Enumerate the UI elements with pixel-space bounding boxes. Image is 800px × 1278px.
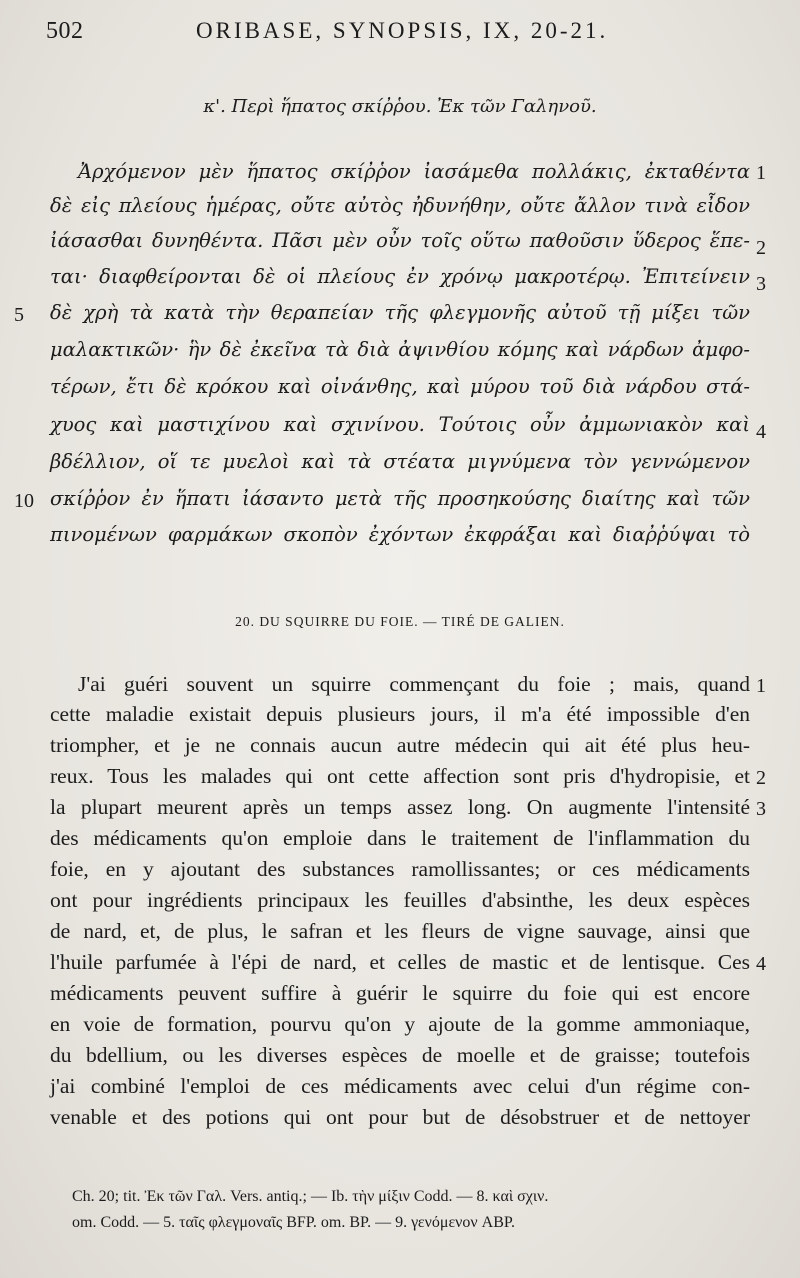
section-number: 3	[756, 273, 766, 295]
french-line: des médicaments qu'on emploie dans le traitement de l'inflammation du	[50, 826, 750, 850]
french-line: du bdellium, ou les diverses espèces de moelle et de graisse; toutefois	[50, 1043, 750, 1067]
french-chapter-heading: 20. DU SQUIRRE DU FOIE. — TIRÉ DE GALIEN.	[235, 614, 565, 629]
line-number: 10	[14, 490, 34, 512]
running-title: ORIBASE, SYNOPSIS, IX, 20-21.	[196, 18, 609, 43]
french-line: triompher, et je ne connais aucun autre médecin qui ait été plus heu-	[50, 733, 750, 757]
page-number: 502	[46, 18, 84, 44]
page-header	[46, 18, 760, 50]
french-line: de nard, et, de plus, le safran et les fleurs de vigne sauvage, ainsi que	[50, 919, 750, 943]
greek-line: Ἀρχόμενον μὲν ἥπατος σκίῤῥον ἰασάμεθα πολλάκις, ἐκταθέντα	[78, 160, 750, 183]
french-line: venable et des potions qui ont pour but de désobstruer et de nettoyer	[50, 1105, 750, 1129]
french-line: cette maladie existait depuis plusieurs jours, il m'a été impossible d'en	[50, 702, 750, 726]
french-line: la plupart meurent après un temps assez long. On augmente l'intensité	[50, 795, 750, 819]
greek-line: μαλακτικῶν· ἣν δὲ ἐκεῖνα τὰ διὰ ἀψινθίου κόμης καὶ νάρδων ἀμφο-	[50, 338, 750, 361]
french-line: ont pour ingrédients principaux les feuilles d'absinthe, les deux espèces	[50, 888, 750, 912]
greek-chapter-heading: κ'. Περὶ ἥπατος σκίῤῥου. Ἐκ τῶν Γαληνοῦ.	[203, 96, 597, 117]
section-number: 4	[756, 953, 766, 975]
greek-line: πινομένων φαρμάκων σκοπὸν ἐχόντων ἐκφράξαι καὶ διαῤῥύψαι τὸ	[50, 523, 750, 546]
apparatus-note: om. Codd. — 5. ταῖς φλεγμοναῖς BFP. om. BP. — 9. γενόμενον ABP.	[72, 1214, 515, 1231]
greek-line: ται· διαφθείρονται δὲ οἱ πλείους ἐν χρόνῳ μακροτέρῳ. Ἐπιτείνειν	[50, 265, 750, 288]
section-number: 3	[756, 798, 766, 820]
french-line: reux. Tous les malades qui ont cette affection sont pris d'hydropisie, et	[50, 764, 750, 788]
greek-line: δὲ εἰς πλείους ἡμέρας, οὔτε αὐτὸς ἠδυνήθην, οὔτε ἄλλον τινὰ εἶδον	[50, 194, 750, 217]
greek-line: ἰάσασθαι δυνηθέντα. Πᾶσι μὲν οὖν τοῖς οὕτω παθοῦσιν ὕδερος ἕπε-	[50, 229, 750, 252]
french-line: en voie de formation, pourvu qu'on y ajoute de la gomme ammoniaque,	[50, 1012, 750, 1036]
french-line: foie, en y ajoutant des substances ramollissantes; or ces médicaments	[50, 857, 750, 881]
french-line: J'ai guéri souvent un squirre commençant du foie ; mais, quand	[78, 672, 750, 696]
apparatus-note: Ch. 20; tit. Ἐκ τῶν Γαλ. Vers. antiq.; — Ib. τὴν μίξιν Codd. — 8. καὶ σχιν.	[72, 1188, 549, 1205]
french-line: j'ai combiné l'emploi de ces médicaments avec celui d'un régime con-	[50, 1074, 750, 1098]
greek-line: τέρων, ἔτι δὲ κρόκου καὶ οἰνάνθης, καὶ μύρου τοῦ διὰ νάρδου στά-	[50, 375, 750, 398]
section-number: 2	[756, 237, 766, 259]
section-number: 1	[756, 675, 766, 697]
section-number: 2	[756, 767, 766, 789]
french-line: l'huile parfumée à l'épi de nard, et celles de mastic et de lentisque. Ces	[50, 950, 750, 974]
french-line: médicaments peuvent suffire à guérir le squirre du foie qui est encore	[50, 981, 750, 1005]
greek-line: δὲ χρὴ τὰ κατὰ τὴν θεραπείαν τῆς φλεγμονῆς αὐτοῦ τῇ μίξει τῶν	[50, 301, 750, 324]
greek-line: σκίῤῥον ἐν ἥπατι ἰάσαντο μετὰ τῆς προσηκούσης διαίτης καὶ τῶν	[50, 487, 750, 510]
greek-line: χυος καὶ μαστιχίνου καὶ σχινίνου. Τούτοις οὖν ἀμμωνιακὸν καὶ	[50, 413, 750, 436]
section-number: 1	[756, 162, 766, 184]
line-number: 5	[14, 304, 24, 326]
greek-line: βδέλλιον, οἵ τε μυελοὶ καὶ τὰ στέατα μιγνύμενα τὸν γεννώμενον	[50, 450, 750, 473]
section-number: 4	[756, 421, 766, 443]
